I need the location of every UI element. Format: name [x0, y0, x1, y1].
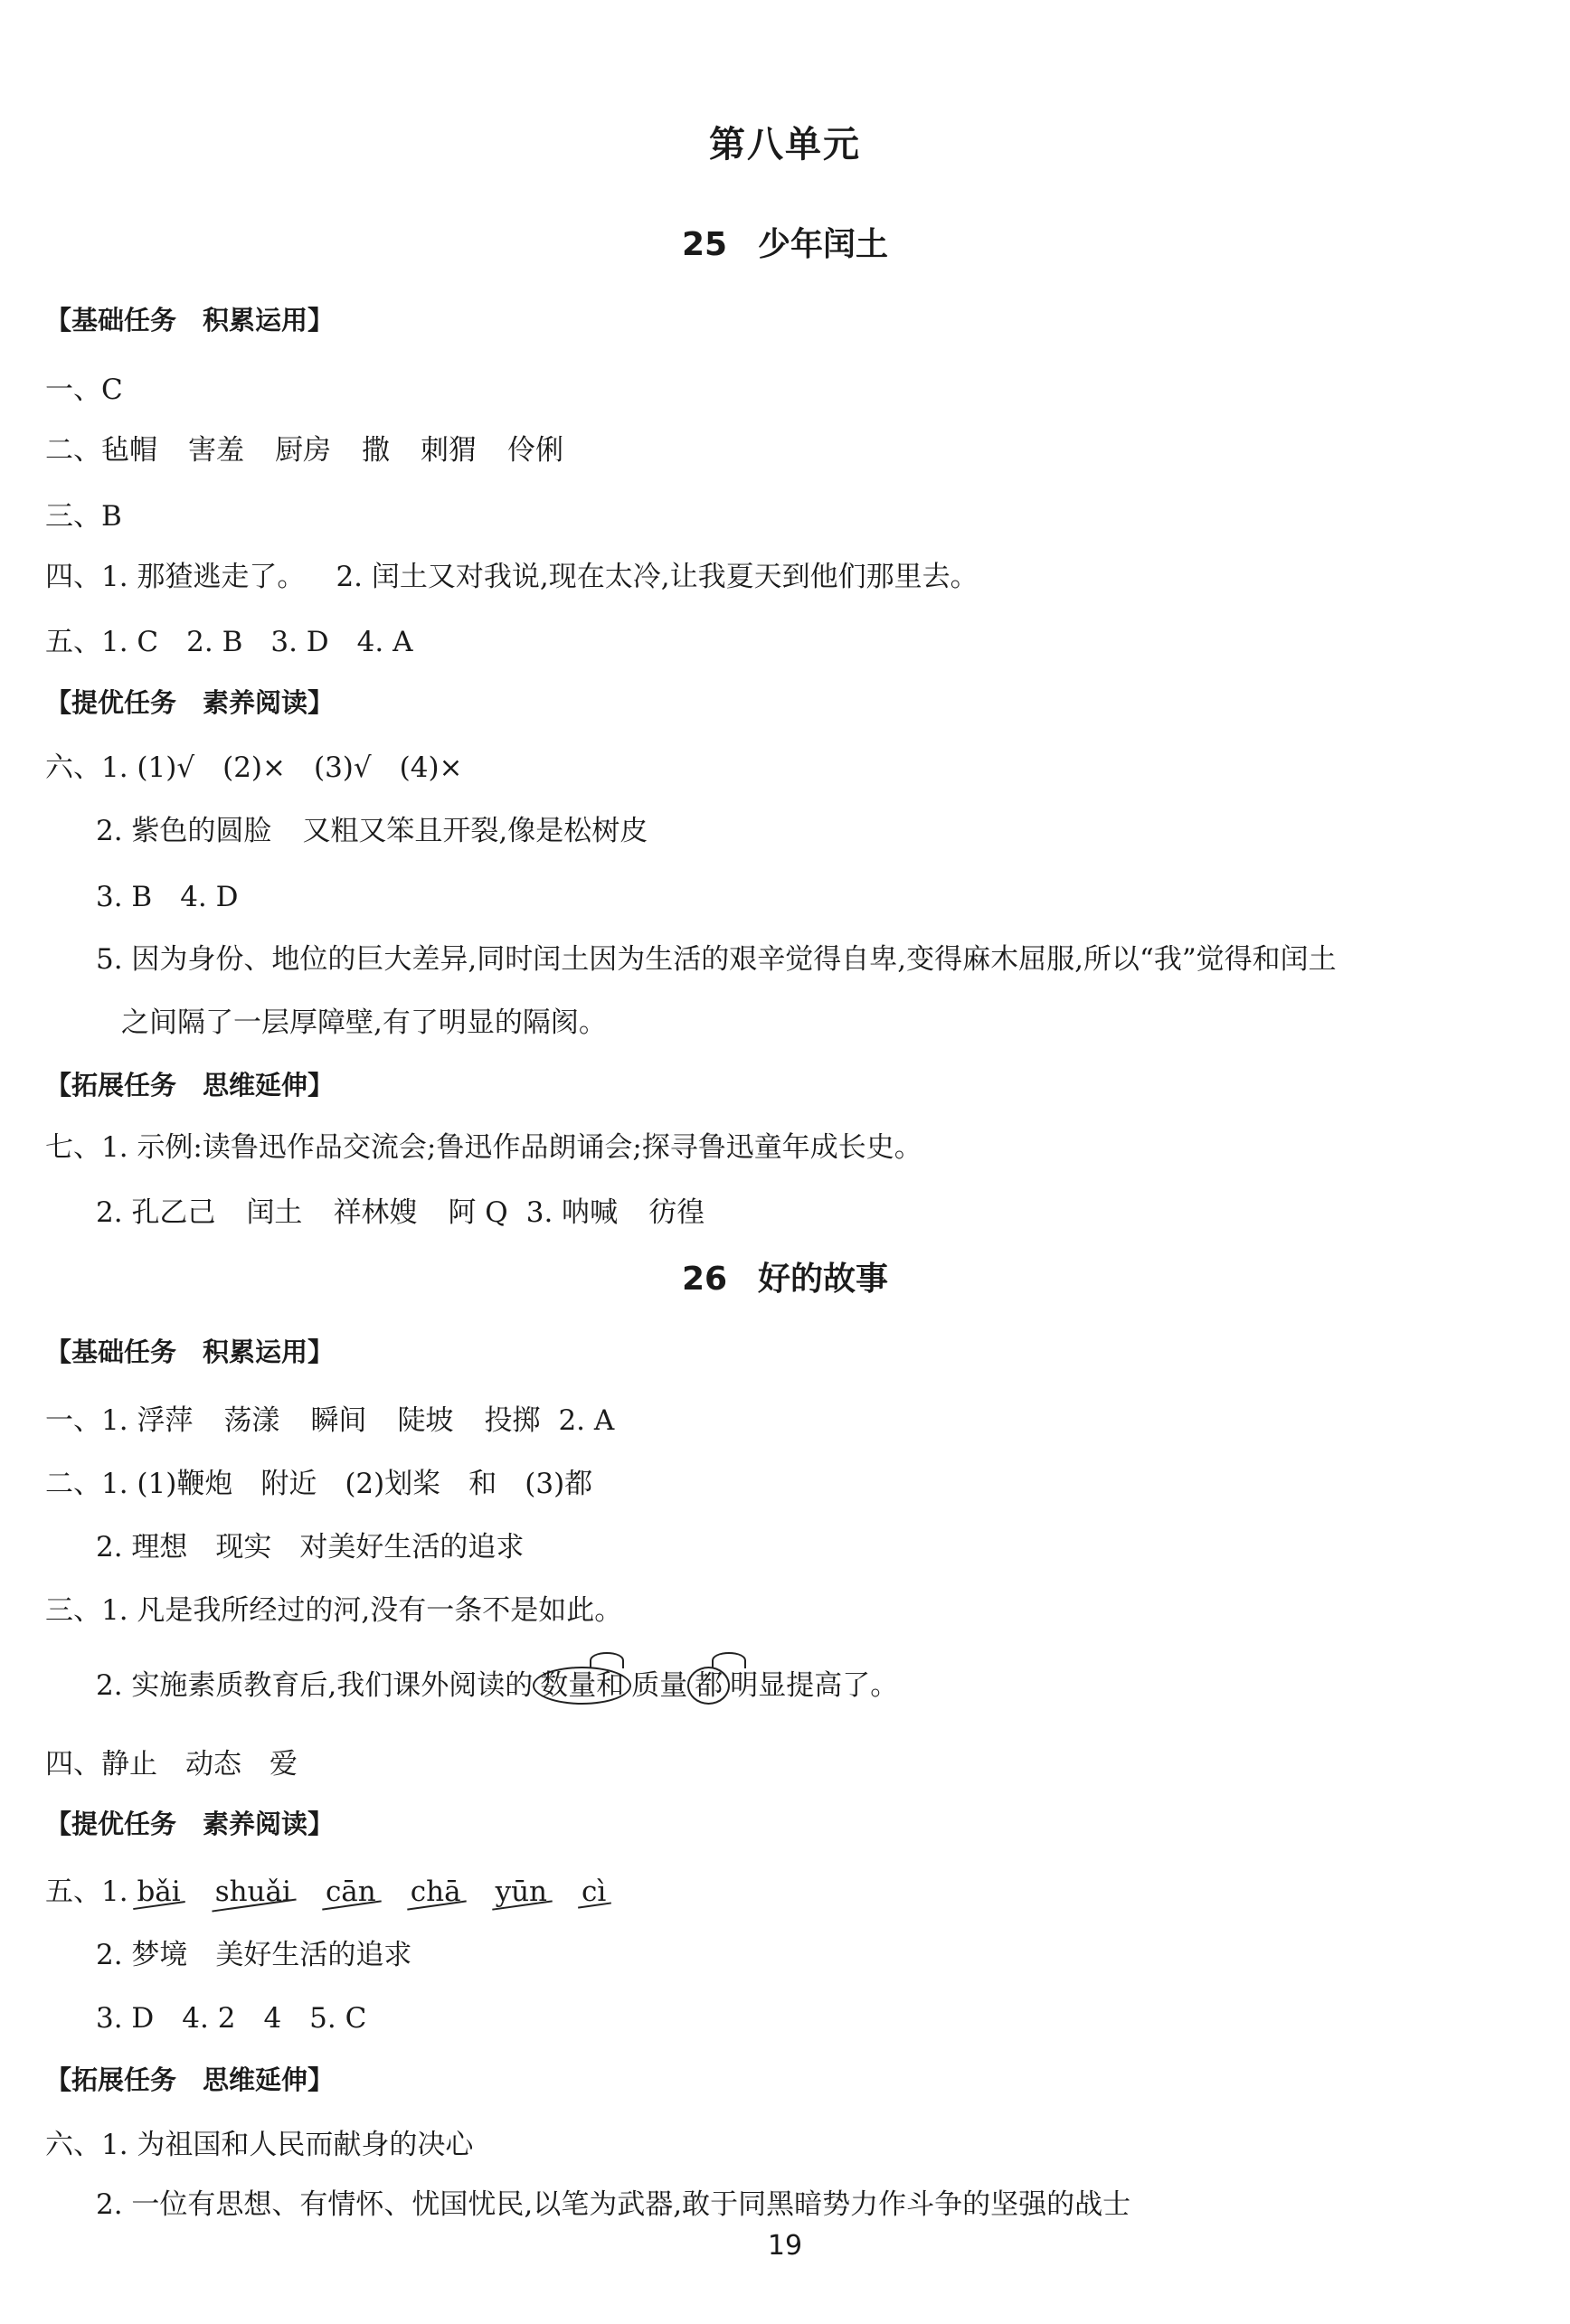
answer-line: 六、1. 为祖国和人民而献身的决心: [45, 2129, 474, 2161]
answer-line: [45, 427, 563, 468]
answer-line: [96, 1662, 898, 1705]
answer-line: 3. D 4. 2 4 5. C: [96, 2002, 367, 2035]
word: 害羞: [188, 434, 244, 467]
pinyin: bǎi: [137, 1875, 181, 1908]
word: 孔乙己: [131, 1196, 216, 1229]
sentence-part: 质量: [631, 1669, 688, 1702]
word: 荡漾: [223, 1404, 280, 1437]
circled-word: 都: [687, 1667, 730, 1705]
item-prefix: 二、: [45, 434, 101, 467]
answer-line: 2. 理想 现实 对美好生活的追求: [96, 1531, 525, 1564]
pinyin: cān: [325, 1875, 376, 1908]
answer-line: 五、1. C 2. B 3. D 4. A: [45, 626, 413, 658]
pinyin: chā: [410, 1875, 461, 1908]
lesson-name: 少年闰土: [758, 226, 889, 263]
answer-line: [45, 1868, 640, 1909]
word: 投掷: [484, 1404, 541, 1437]
word: 2. A: [558, 1404, 615, 1437]
lesson-name: 好的故事: [758, 1261, 889, 1298]
answer-line: 四、静止 动态 爱: [45, 1748, 298, 1781]
answer-line: [96, 1189, 705, 1230]
sentence-part: 2. 实施素质教育后,我们课外阅读的: [96, 1669, 534, 1702]
sentence-2: 2. 闰土又对我说,现在太冷,让我夏天到他们那里去。: [336, 561, 979, 593]
answer-line: [45, 553, 979, 594]
section-improve-25: 【提优任务 素养阅读】: [45, 687, 335, 718]
sentence-1: 四、1. 那猹逃走了。: [45, 561, 306, 593]
item-prefix: 一、1.: [45, 1404, 137, 1437]
lesson-25-title: [0, 219, 1570, 265]
answer-line: 5. 因为身份、地位的巨大差异,同时闰土因为生活的艰辛觉得自卑,变得麻木屈服,所以“我”觉得和闰土: [96, 943, 1337, 976]
section-improve-26: 【提优任务 素养阅读】: [45, 1809, 335, 1839]
word: 瞬间: [310, 1404, 367, 1437]
word: 彷徨: [648, 1196, 705, 1229]
item-prefix: 五、1.: [45, 1875, 137, 1908]
answer-line: 二、1. (1)鞭炮 附近 (2)划桨 和 (3)都: [45, 1468, 593, 1500]
section-basic-26: 【基础任务 积累运用】: [45, 1337, 335, 1367]
answer-line: 六、1. (1)√ (2)× (3)√ (4)×: [45, 751, 463, 784]
answer-line: [96, 808, 648, 848]
word: 闰土: [246, 1196, 303, 1229]
answer-line: 2. 梦境 美好生活的追求: [96, 1939, 412, 1971]
lesson-26-title: [0, 1253, 1570, 1299]
section-expand-26: 【拓展任务 思维延伸】: [45, 2064, 335, 2095]
word: 厨房: [275, 434, 331, 467]
answer-line: 之间隔了一层厚障壁,有了明显的隔阂。: [121, 1006, 607, 1039]
word: 撒: [362, 434, 390, 467]
circled-phrase: 数量和: [533, 1667, 631, 1705]
answer-part: 又粗又笨且开裂,像是松树皮: [302, 815, 648, 847]
word: 刺猬: [421, 434, 477, 467]
word: 浮萍: [137, 1404, 194, 1437]
answer-line: 3. B 4. D: [96, 881, 239, 913]
section-basic-25: 【基础任务 积累运用】: [45, 305, 335, 335]
lesson-number: 25: [681, 226, 728, 263]
word: 伶俐: [507, 434, 563, 467]
page-number: 19: [767, 2230, 803, 2262]
section-expand-25: 【拓展任务 思维延伸】: [45, 1070, 335, 1101]
word: 3. 呐喊: [525, 1196, 619, 1229]
word: 毡帽: [101, 434, 157, 467]
word: 阿 Q: [448, 1196, 508, 1229]
pinyin: shuǎi: [214, 1875, 291, 1908]
answer-line: [45, 1397, 614, 1438]
word: 陡坡: [397, 1404, 454, 1437]
item-prefix: 2.: [96, 1196, 132, 1229]
pinyin: yūn: [495, 1875, 548, 1908]
unit-title: 第八单元: [709, 124, 861, 165]
word: 祥林嫂: [333, 1196, 418, 1229]
answer-line: 七、1. 示例:读鲁迅作品交流会;鲁迅作品朗诵会;探寻鲁迅童年成长史。: [45, 1131, 922, 1164]
answer-line: 三、1. 凡是我所经过的河,没有一条不是如此。: [45, 1594, 623, 1627]
lesson-number: 26: [681, 1261, 728, 1298]
pinyin: cì: [582, 1875, 607, 1908]
answer-line: 三、B: [45, 500, 122, 533]
answer-part: 2. 紫色的圆脸: [96, 815, 272, 847]
sentence-part: 明显提高了。: [730, 1669, 899, 1702]
answer-line: 一、C: [45, 373, 123, 406]
answer-line: 2. 一位有思想、有情怀、忧国忧民,以笔为武器,敢于同黑暗势力作斗争的坚强的战士: [96, 2188, 1131, 2221]
